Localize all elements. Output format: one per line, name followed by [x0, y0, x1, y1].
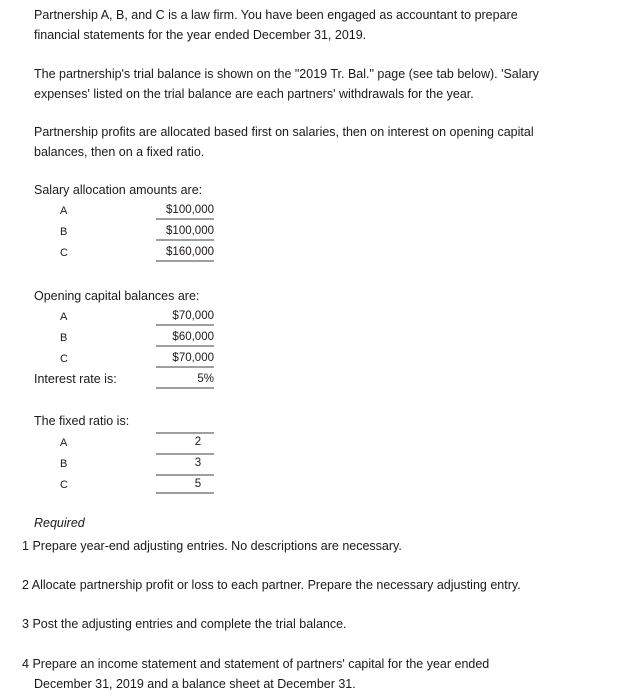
intro-p1-line2: financial statements for the year ended December 31, 2019. — [34, 28, 367, 42]
required-item-1 — [22, 536, 402, 556]
capital-amount-a: $70,000 — [156, 308, 214, 326]
intro-paragraph-1 — [34, 5, 594, 45]
ratio-value-a-text: 2 — [194, 436, 202, 448]
ratio-partner-b: B — [60, 458, 68, 470]
capital-heading: Opening capital balances are: — [34, 289, 200, 303]
required-heading: Required — [34, 516, 85, 530]
intro-p2-line1: The partnership's trial balance is shown on the "2019 Tr. Bal." page (see tab below). 'Salary — [34, 67, 539, 81]
required-item-3-text: Post the adjusting entries and complete the trial balance. — [32, 617, 347, 631]
required-item-2-text: Allocate partnership profit or loss to each partner. Prepare the necessary adjusting entry. — [31, 578, 521, 592]
ratio-heading: The fixed ratio is: — [34, 414, 130, 428]
intro-p3-line2: balances, then on a fixed ratio. — [34, 145, 205, 159]
salary-partner-c: C — [60, 247, 68, 259]
capital-partner-b: B — [60, 332, 68, 344]
capital-partner-a: A — [60, 311, 68, 323]
ratio-value-b — [156, 453, 214, 471]
ratio-value-c-text: 5 — [194, 478, 202, 490]
required-item-1-text: Prepare year-end adjusting entries. No descriptions are necessary. — [32, 539, 402, 553]
required-item-3 — [22, 614, 347, 634]
required-item-4-text-line1: Prepare an income statement and statement of partners' capital for the year ended — [32, 657, 490, 671]
ratio-partner-a: A — [60, 437, 68, 449]
salary-amount-c: $160,000 — [156, 244, 214, 262]
interest-rate-label: Interest rate is: — [34, 372, 117, 386]
salary-partner-a: A — [60, 205, 68, 217]
ratio-value-c — [156, 474, 214, 494]
intro-paragraph-3 — [34, 122, 594, 162]
capital-amount-c: $70,000 — [156, 350, 214, 368]
salary-partner-b: B — [60, 226, 68, 238]
required-item-3-num: 3 — [22, 617, 29, 631]
ratio-value-a — [156, 432, 214, 450]
required-item-2 — [22, 575, 521, 595]
required-item-4 — [22, 654, 489, 674]
interest-rate-value: 5% — [156, 371, 214, 389]
intro-paragraph-2 — [34, 64, 594, 104]
ratio-partner-c: C — [60, 479, 68, 491]
capital-amount-b: $60,000 — [156, 329, 214, 347]
salary-amount-a: $100,000 — [156, 202, 214, 220]
required-item-2-num: 2 — [22, 578, 29, 592]
intro-p1-line1: Partnership A, B, and C is a law firm. You have been engaged as accountant to prepare — [34, 8, 518, 22]
ratio-value-b-text: 3 — [194, 457, 202, 469]
capital-partner-c: C — [60, 353, 68, 365]
intro-p2-line2: expenses' listed on the trial balance are each partners' withdrawals for the year. — [34, 87, 474, 101]
required-item-4-num: 4 — [22, 657, 29, 671]
salary-heading: Salary allocation amounts are: — [34, 183, 203, 197]
salary-amount-b: $100,000 — [156, 223, 214, 241]
required-item-1-num: 1 — [22, 539, 29, 553]
required-item-4-text-line2: December 31, 2019 and a balance sheet at December 31. — [34, 677, 356, 691]
intro-p3-line1: Partnership profits are allocated based first on salaries, then on interest on opening capital — [34, 125, 534, 139]
